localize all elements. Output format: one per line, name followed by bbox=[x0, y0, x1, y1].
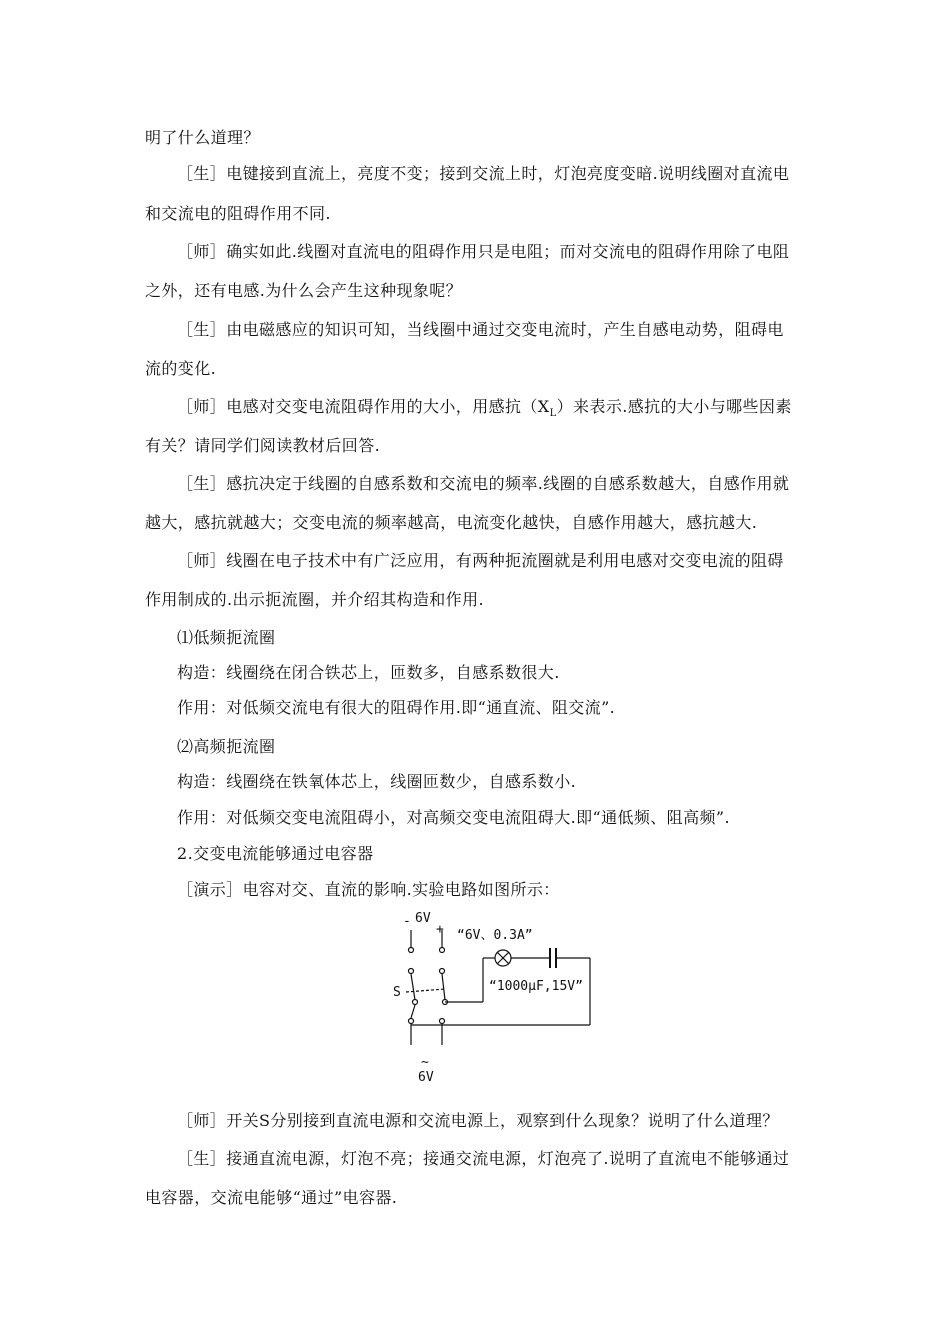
lamp-icon bbox=[495, 950, 511, 966]
circuit-diagram bbox=[385, 905, 605, 1090]
text-line: 构造：线圈绕在闭合铁芯上，匝数多，自感系数很大. bbox=[177, 663, 560, 682]
text-line: ［师］确实如此.线圈对直流电的阻碍作用只是电阻；而对交流电的阻碍作用除了电阻 bbox=[177, 242, 790, 261]
ac-voltage-label: 6V bbox=[418, 1070, 434, 1085]
reactance-text-before: ［师］电感对交变电流阻碍作用的大小，用感抗（X bbox=[177, 397, 550, 416]
text-line: ［生］电键接到直流上，亮度不变；接到交流上时，灯泡亮度变暗.说明线圈对直流电 bbox=[177, 164, 790, 183]
text-line: ［生］由电磁感应的知识可知，当线圈中通过交变电流时，产生自感电动势，阻碍电 bbox=[177, 320, 784, 339]
text-line: 和交流电的阻碍作用不同. bbox=[145, 204, 331, 223]
text-line: 有关？请同学们阅读教材后回答. bbox=[145, 436, 381, 455]
text-line: 流的变化. bbox=[145, 359, 217, 378]
dc-voltage-label: 6V bbox=[415, 911, 431, 926]
text-line: ⑴低频扼流圈 bbox=[177, 628, 276, 647]
text-line: 作用：对低频交流电有很大的阻碍作用.即“通直流、阻交流”. bbox=[177, 698, 616, 717]
text-line: ［师］开关S分别接到直流电源和交流电源上，观察到什么现象？说明了什么道理？ bbox=[177, 1111, 779, 1130]
text-line-reactance bbox=[177, 397, 792, 420]
text-line: 2.交变电流能够通过电容器 bbox=[177, 844, 374, 863]
reactance-subscript: L bbox=[549, 408, 557, 420]
reactance-text-after: ）来表示.感抗的大小与哪些因素 bbox=[556, 397, 792, 416]
ac-symbol-label: ~ bbox=[421, 1055, 429, 1070]
text-line: ⑵高频扼流圈 bbox=[177, 737, 276, 756]
text-line: ［生］感抗决定于线圈的自感系数和交流电的频率.线圈的自感系数越大，自感作用就 bbox=[177, 474, 790, 493]
text-line: 之外，还有电感.为什么会产生这种现象呢？ bbox=[145, 281, 463, 300]
text-line: ［师］线圈在电子技术中有广泛应用，有两种扼流圈就是利用电感对交变电流的阻碍 bbox=[177, 551, 784, 570]
text-line: 明了什么道理？ bbox=[145, 128, 260, 147]
text-line: 电容器，交流电能够“通过”电容器. bbox=[145, 1188, 398, 1207]
text-line: 作用：对低频交变电流阻碍小，对高频交变电流阻碍大.即“通低频、阻高频”. bbox=[177, 808, 730, 827]
dc-minus-label: - bbox=[403, 914, 411, 929]
dc-plus-label: + bbox=[436, 922, 444, 937]
text-line: ［演示］电容对交、直流的影响.实验电路如图所示： bbox=[177, 880, 560, 899]
lamp-rating-label: “6V、0.3A” bbox=[457, 928, 533, 943]
text-line: 越大，感抗就越大；交变电流的频率越高，电流变化越快，自感作用越大，感抗越大. bbox=[145, 513, 758, 532]
switch-label: S bbox=[393, 985, 401, 1000]
text-line: 构造：线圈绕在铁氧体芯上，线圈匝数少，自感系数小. bbox=[177, 772, 577, 791]
text-line: 作用制成的.出示扼流圈，并介绍其构造和作用. bbox=[145, 590, 484, 609]
text-line: ［生］接通直流电源，灯泡不亮；接通交流电源，灯泡亮了.说明了直流电不能够通过 bbox=[177, 1149, 790, 1168]
capacitor-rating-label: “1000μF,15V” bbox=[489, 979, 583, 994]
